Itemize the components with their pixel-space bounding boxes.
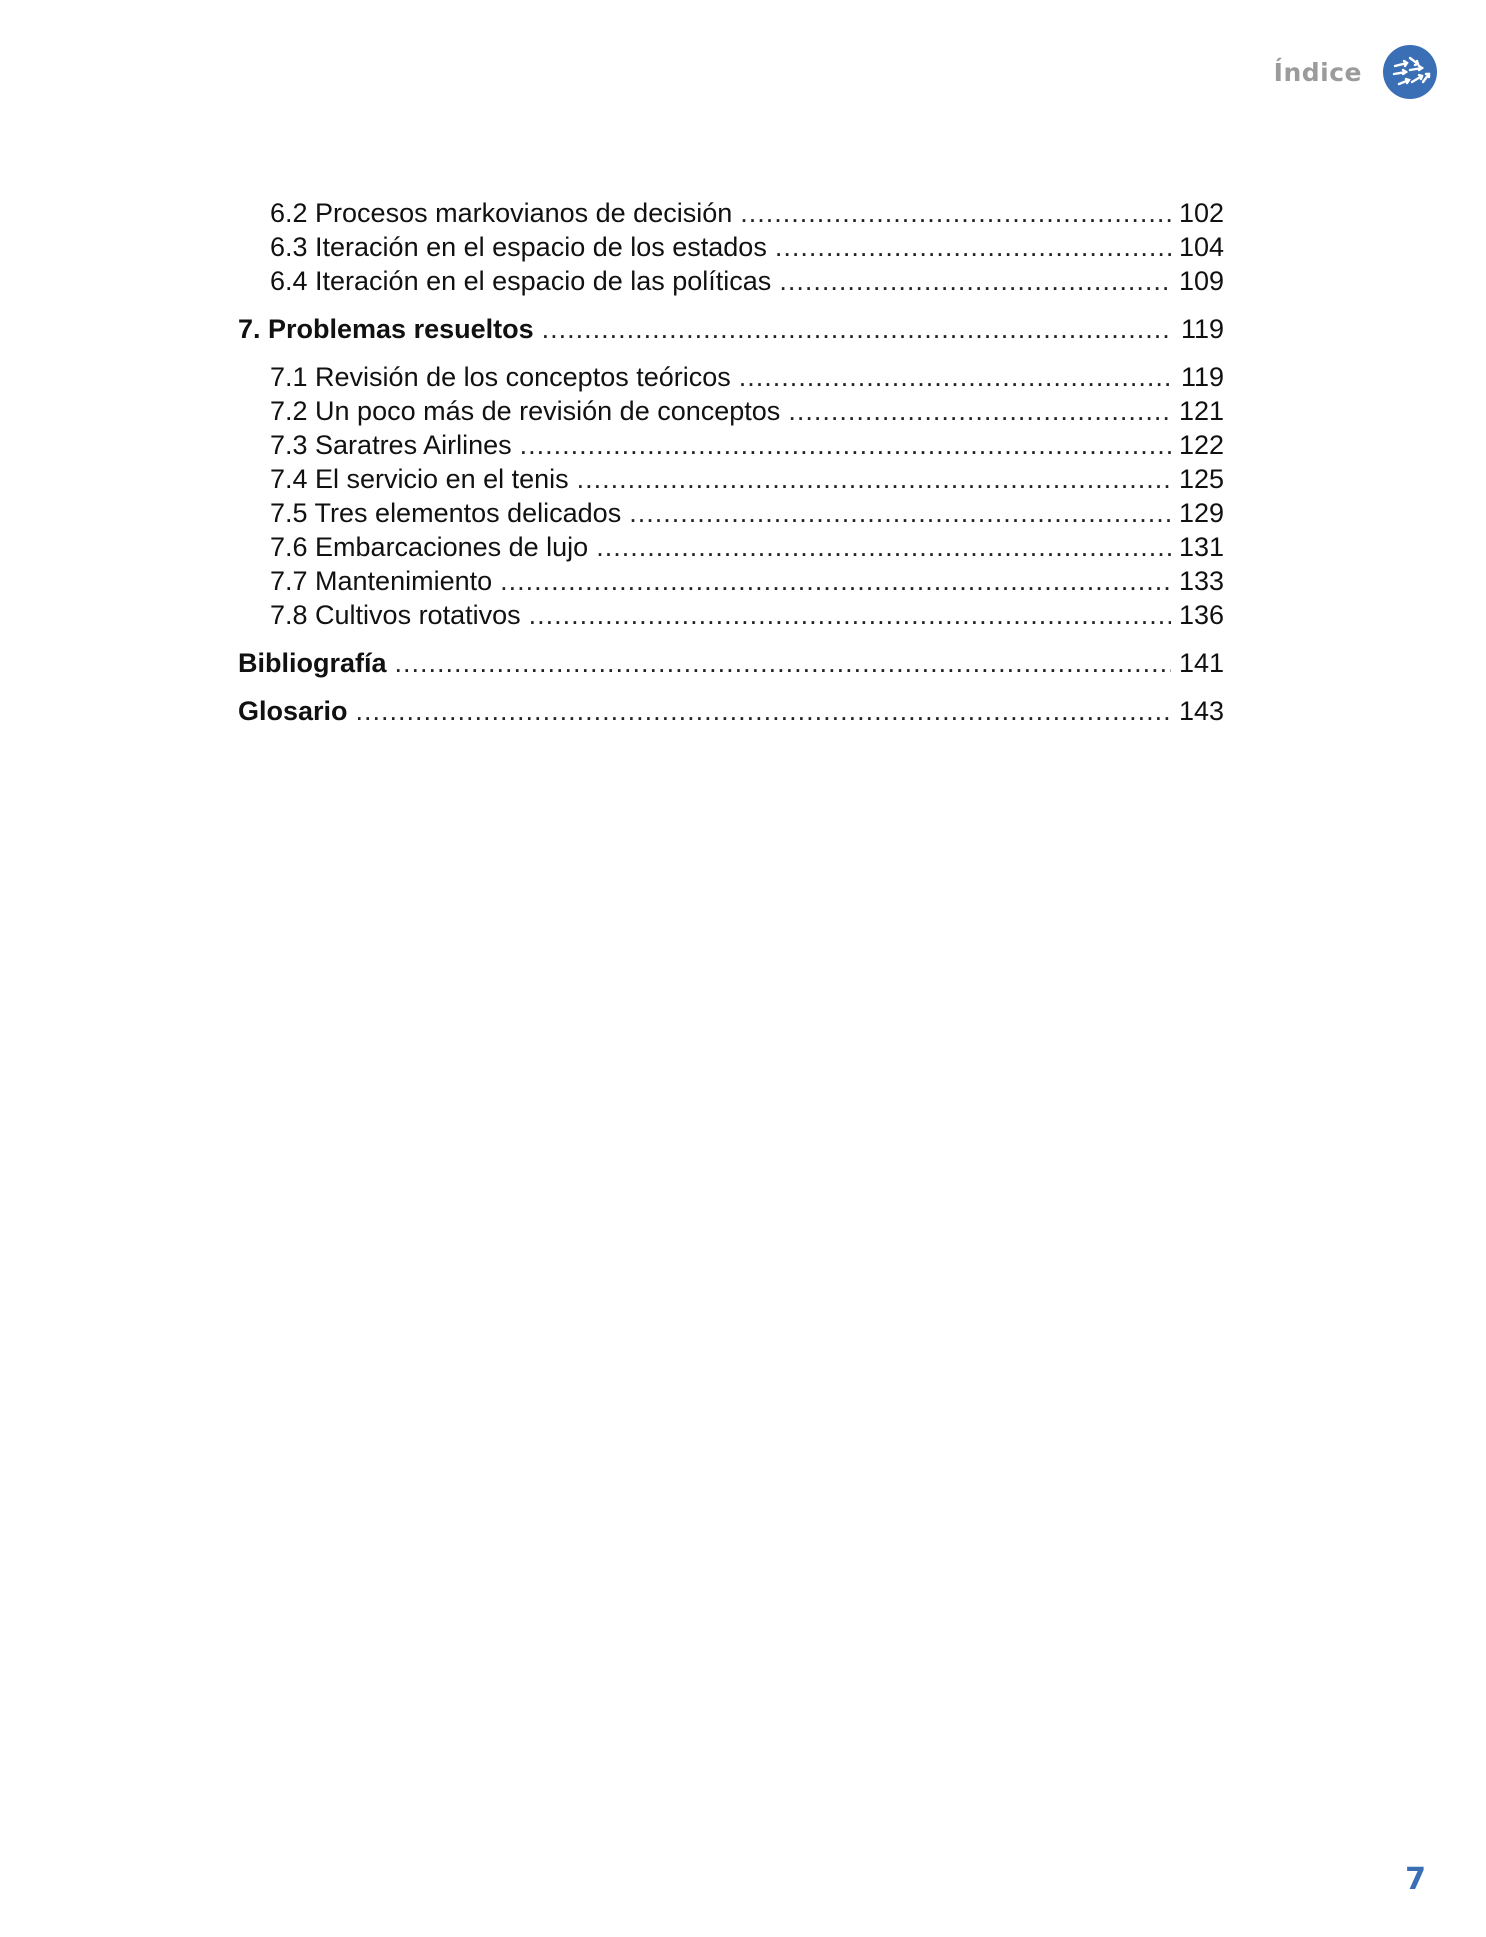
toc-entry-page: 129	[1178, 498, 1224, 528]
toc-section-entry[interactable]	[238, 360, 1224, 394]
dot-leader	[356, 694, 1171, 728]
toc-entry-page: 109	[1178, 266, 1224, 296]
toc-entry-page: 119	[1180, 362, 1224, 392]
dot-leader	[395, 646, 1171, 680]
dot-leader	[629, 496, 1171, 530]
dot-leader	[779, 264, 1171, 298]
page-number: 7	[1405, 1862, 1426, 1897]
index-emblem-icon	[1382, 44, 1438, 100]
toc-section-entry[interactable]	[238, 264, 1224, 298]
toc-entry-title: 6.2 Procesos markovianos de decisión	[270, 198, 733, 228]
toc-entry-page: 122	[1178, 430, 1224, 460]
toc-entry-title: 7.5 Tres elementos delicados	[270, 498, 622, 528]
toc-section-entry[interactable]	[238, 428, 1224, 462]
toc-entry-title: 7.4 El servicio en el tenis	[270, 464, 569, 494]
toc-entry-page: 136	[1178, 600, 1224, 630]
toc-entry-title: 7.8 Cultivos rotativos	[270, 600, 521, 630]
dot-leader	[529, 598, 1171, 632]
toc-entry-page: 104	[1178, 232, 1224, 262]
toc-entry-page: 125	[1178, 464, 1224, 494]
index-link[interactable]	[1274, 44, 1438, 100]
toc-section-entry[interactable]	[238, 598, 1224, 632]
dot-leader	[542, 312, 1173, 346]
toc-chapter-entry[interactable]	[238, 312, 1224, 346]
toc-entry-page: 119	[1180, 314, 1224, 344]
dot-leader	[596, 530, 1171, 564]
dot-leader	[788, 394, 1171, 428]
toc-entry-page: 131	[1178, 532, 1224, 562]
toc-section-entry[interactable]	[238, 564, 1224, 598]
toc-chapter-entry[interactable]	[238, 646, 1224, 680]
dot-leader	[775, 230, 1171, 264]
table-of-contents	[238, 196, 1224, 742]
toc-section-entry[interactable]	[238, 196, 1224, 230]
toc-entry-title: 7.1 Revisión de los conceptos teóricos	[270, 362, 731, 392]
toc-entry-title: 7.3 Saratres Airlines	[270, 430, 512, 460]
toc-entry-title: 7.7 Mantenimiento	[270, 566, 493, 596]
toc-section-entry[interactable]	[238, 496, 1224, 530]
toc-section-entry[interactable]	[238, 230, 1224, 264]
toc-section-entry[interactable]	[238, 394, 1224, 428]
toc-section-entry[interactable]	[238, 462, 1224, 496]
toc-entry-page: 133	[1178, 566, 1224, 596]
toc-entry-page: 121	[1178, 396, 1224, 426]
dot-leader	[520, 428, 1171, 462]
toc-chapter-entry[interactable]	[238, 694, 1224, 728]
dot-leader	[740, 196, 1171, 230]
index-label: Índice	[1273, 57, 1362, 87]
toc-entry-page: 102	[1178, 198, 1224, 228]
toc-entry-page: 141	[1178, 648, 1224, 678]
toc-entry-title: Bibliografía	[238, 648, 387, 678]
toc-entry-title: Glosario	[238, 696, 348, 726]
toc-entry-title: 6.4 Iteración en el espacio de las políticas	[270, 266, 772, 296]
toc-entry-title: 7.6 Embarcaciones de lujo	[270, 532, 589, 562]
dot-leader	[577, 462, 1171, 496]
dot-leader	[739, 360, 1173, 394]
toc-entry-page: 143	[1178, 696, 1224, 726]
dot-leader	[500, 564, 1171, 598]
toc-entry-title: 6.3 Iteración en el espacio de los estados	[270, 232, 767, 262]
toc-entry-title: 7. Problemas resueltos	[238, 314, 534, 344]
toc-section-entry[interactable]	[238, 530, 1224, 564]
toc-entry-title: 7.2 Un poco más de revisión de conceptos	[270, 396, 781, 426]
